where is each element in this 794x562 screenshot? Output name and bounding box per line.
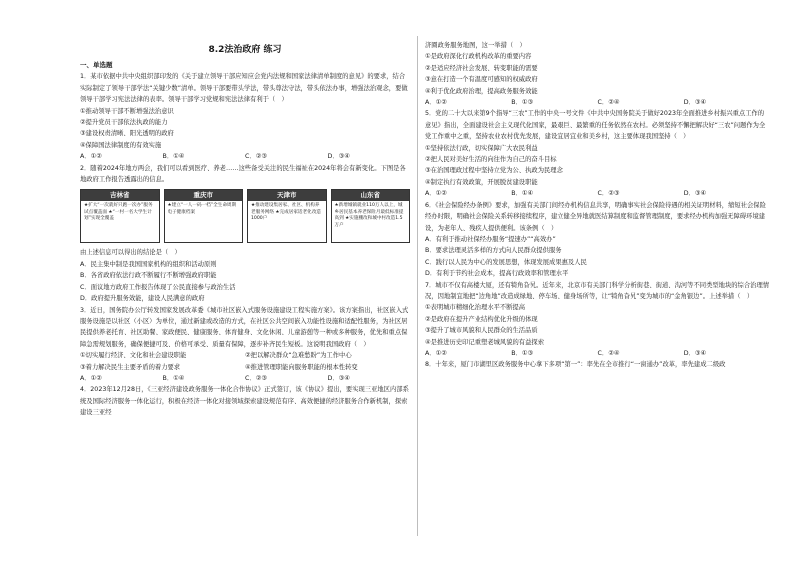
q5-option-d[interactable]: D．③④ — [683, 190, 707, 198]
q1-item: ①推动领导干部不断增强法治意识 — [80, 107, 174, 115]
q3-options — [80, 373, 410, 384]
province-card-title: 重庆市 — [165, 190, 243, 201]
q5-item: ④制定执行有效政策，开展脱贫建设职能 — [425, 178, 538, 186]
q6-option-c[interactable]: C．践行以人民为中心的发展思想，体现发展成果惠及人民 — [425, 258, 587, 266]
q6-option-b[interactable]: B．要求法理灵活多样的方式向人民群众提供服务 — [425, 247, 562, 255]
q1-option-a[interactable]: A．①② — [80, 153, 102, 161]
q3-option-c[interactable]: C．②③ — [245, 374, 267, 382]
q7-item: ③提升了城市风貌和人民群众的生活品质 — [425, 327, 538, 335]
province-card — [331, 189, 411, 243]
province-card — [80, 189, 160, 243]
q6-option-a[interactable]: A．有利于推动社保经办服务“提速办”“高效办” — [425, 235, 556, 243]
q5-options — [425, 188, 770, 199]
q2-stem: 2．随着2024年地方两会，我们可以看到医疗、养老……这些备受关注的民生福祉在2024年将会有新变化。下图是各地政府工作报告透露出的信息。 — [80, 164, 406, 184]
q2-option-c[interactable]: C．面议地方政府工作报告体现了公民直接参与政治生活 — [80, 283, 236, 291]
q3-item: ④推进管理职能向服务职能的根本性转变 — [245, 363, 358, 371]
province-card-title: 天津市 — [248, 190, 326, 201]
q5-option-b[interactable]: B．①④ — [511, 190, 534, 198]
q3-item: ③着力解决民生主要矛盾的着力要求 — [80, 363, 181, 371]
q3-item: ①切实履行经济、文化和社会建设职能 — [80, 352, 187, 360]
q3-option-d[interactable]: D．③④ — [327, 374, 350, 382]
province-card-body: ★推动建设集居家、社区、机构养老服务网络 ★完成居家适老化改造1000户 — [251, 203, 321, 222]
q1-option-d[interactable]: D．③④ — [327, 153, 350, 161]
q2-option-d[interactable]: D．政府提升服务效能，建设人民满意的政府 — [80, 295, 205, 303]
q1-item: ④保障国法律制度的有效实施 — [80, 141, 162, 149]
q3-option-b[interactable]: B．①④ — [162, 374, 185, 382]
q4-item: ④利于优化政府治理，提高政务服务效能 — [425, 87, 538, 95]
q4-option-a[interactable]: A．①② — [425, 99, 447, 107]
q5-item: ①坚持依法行政，切实保障广大农民利益 — [425, 144, 538, 152]
q4-options — [425, 97, 770, 108]
q4-option-d[interactable]: D．③④ — [683, 99, 707, 107]
q5-option-a[interactable]: A．①② — [425, 190, 447, 198]
q6-option-d[interactable]: D．有利于节约社会成本，提高行政效率和管理水平 — [425, 270, 569, 278]
q7-options — [425, 348, 770, 359]
q2-option-a[interactable]: A．民主集中制是我国国家机构的组织和活动原则 — [80, 260, 217, 268]
q7-item: ②是政府在提升产业结构优化升级的体现 — [425, 315, 538, 323]
q1-option-c[interactable]: C．②③ — [245, 153, 267, 161]
q7-item: ④是推进历史印记重塑老城风貌的有益探索 — [425, 338, 544, 346]
q1-stem: 1．某市依据中共中央组织部印发的《关于建立领导干部应知应会党内法规和国家法律清单制度的意见》的要求，结合实际制定了领导干部学法“关键少数”清单。领导干部要带头学法，带头尊法守法，带头依法办事，增强法治观念，要做领导干部学习宪法法律的表率。领导干部学习党规和宪法法律有利于（ ） — [80, 73, 408, 104]
q3-items-row — [80, 362, 410, 373]
province-card-body: ★建立“一人一码一档”全生命周期电子健康档案 — [167, 203, 237, 215]
province-card — [247, 189, 327, 243]
q7-stem: 7．城市不仅有高楼大厦，还有犄角旮旯。近年来，北京市有关部门科学分析街巷、街道、沟河等不同类型地块的综合治理情况，因地制宜地把“边角地”改造成绿地、停车场、健身场所等，让“犄角旮旯”变为城市的“金角银边”。上述举措（ ） — [425, 281, 770, 300]
column-divider — [417, 36, 418, 536]
q5-item: ③在治国理政过程中坚持立党为公、执政为民理念 — [425, 167, 563, 175]
q4-item: ①是政府深化行政机构改革的重要内容 — [425, 53, 532, 61]
q4-option-b[interactable]: B．①③ — [511, 99, 534, 107]
q8-stem: 8．十年来，厦门市湖里区政务服务中心拿下多项“第一”：率先在全市推行“一窗通办”改革，率先建成二级政 — [425, 361, 726, 369]
q4-stem: 4．2023年12月28日，《三亚经济建设政务服务一体化合作协议》正式签订，该《协议》提出，要实现三亚地区内部系统及国际经济服务一体化运行，积极在经济一体化对接领域探索建设规范有序、高效便捷的经济服务合作新机制，探索建设三亚经 — [80, 386, 409, 417]
q5-stem: 5．党的二十大以来第9个指导“三农”工作的中央一号文件《中共中央国务院关于做好2023年全面推进乡村振兴重点工作的意见》指出，全面建设社会主义现代化国家，最艰巨、最繁重的任务依然在农村。必须坚持不懈把解决好“三农”问题作为全党工作重中之重，坚持农业农村优先发展，建设宜居宜业和美乡村，这主要体现我国坚持（ ） — [425, 110, 766, 141]
q4-item: ③意在打造一个有温度可感知的权威政府 — [425, 76, 538, 84]
right-column — [425, 40, 770, 371]
q1-option-b[interactable]: B．①④ — [162, 153, 185, 161]
q4-item: ②是适应经济社会发展、转变职能的需要 — [425, 64, 538, 72]
province-card-title: 吉林省 — [81, 190, 159, 201]
q7-option-b[interactable]: B．①③ — [511, 349, 534, 357]
q5-item: ②把人民对美好生活的向往作为自己的奋斗目标 — [425, 156, 557, 164]
q3-item: ②把以解决群众“急难愁盼”为工作中心 — [245, 352, 352, 360]
q6-stem: 6．《社会保险经办条例》要求，加强有关部门间经办机构信息共享，明确事实社会保险待遇的相关证明材料，缩短社会保险经办时限，明确社会保险关系转移接续程序，建立健全异地就医结算制度和监督管理制度，要求经办机构加强无障碍环境建设，为老年人、残疾人提供便利。该条例（ ） — [425, 201, 766, 232]
left-column — [80, 38, 410, 419]
page-title: 8.2法治政府 练习 — [208, 45, 282, 55]
q3-items-row — [80, 350, 410, 361]
q1-options — [80, 151, 410, 162]
q4-stem-continued: 济圈政务服务地图，这一举措（ ） — [425, 42, 526, 49]
q7-option-d[interactable]: D．③④ — [683, 349, 707, 357]
q2-option-b[interactable]: B．各省政府依法行政不断履行不断增强政府职能 — [80, 272, 217, 280]
province-card — [164, 189, 244, 243]
q7-item: ①表明城市精细化治理水平不断提高 — [425, 304, 526, 312]
q4-option-c[interactable]: C．②④ — [597, 99, 620, 107]
q3-stem: 3．近日，国务院办公厅转发国家发展改革委《城市社区嵌入式服务设施建设工程实施方案》。该方案指出，社区嵌入式服务设施是以社区（小区）为单位，通过新建或改造的方式，在社区公共空间嵌入功能性设施和适配性服务，为社区居民提供养老托育、社区助餐、家政便民、健康服务、体育健身、文化休闲、儿童游憩等一种或多种服务，优先和重点保障急需规划服务，确保便捷可及、价格可承受、质量有保障，逐步补齐民生短板。这说明我国政府（ ） — [80, 306, 409, 348]
q7-option-a[interactable]: A．①② — [425, 349, 447, 357]
q7-option-c[interactable]: C．②④ — [597, 349, 620, 357]
q3-option-a[interactable]: A．①② — [80, 374, 102, 382]
q2-lead: 由上述信息可以得出的结论是（ ） — [80, 249, 181, 257]
q5-option-c[interactable]: C．②③ — [597, 190, 620, 198]
province-cards — [80, 189, 410, 243]
province-card-body: ★新增城镇就业110万人以上，城乡居民基本养老保险月最低标准提高到 ★实施棚改和城中村改造1.5万户 — [334, 203, 404, 228]
province-card-title: 山东省 — [332, 190, 410, 201]
q1-item: ③建设权责清晰、阳光透明的政府 — [80, 130, 174, 138]
q1-item: ②提升党员干部依法执政的能力 — [80, 119, 168, 127]
section-heading: 一、单选题 — [80, 61, 113, 69]
province-card-body: ★扩大“一次就好只跑一次办”服务试点覆盖面 ★“一村一名大学生计划”实现全覆盖 — [84, 203, 153, 222]
